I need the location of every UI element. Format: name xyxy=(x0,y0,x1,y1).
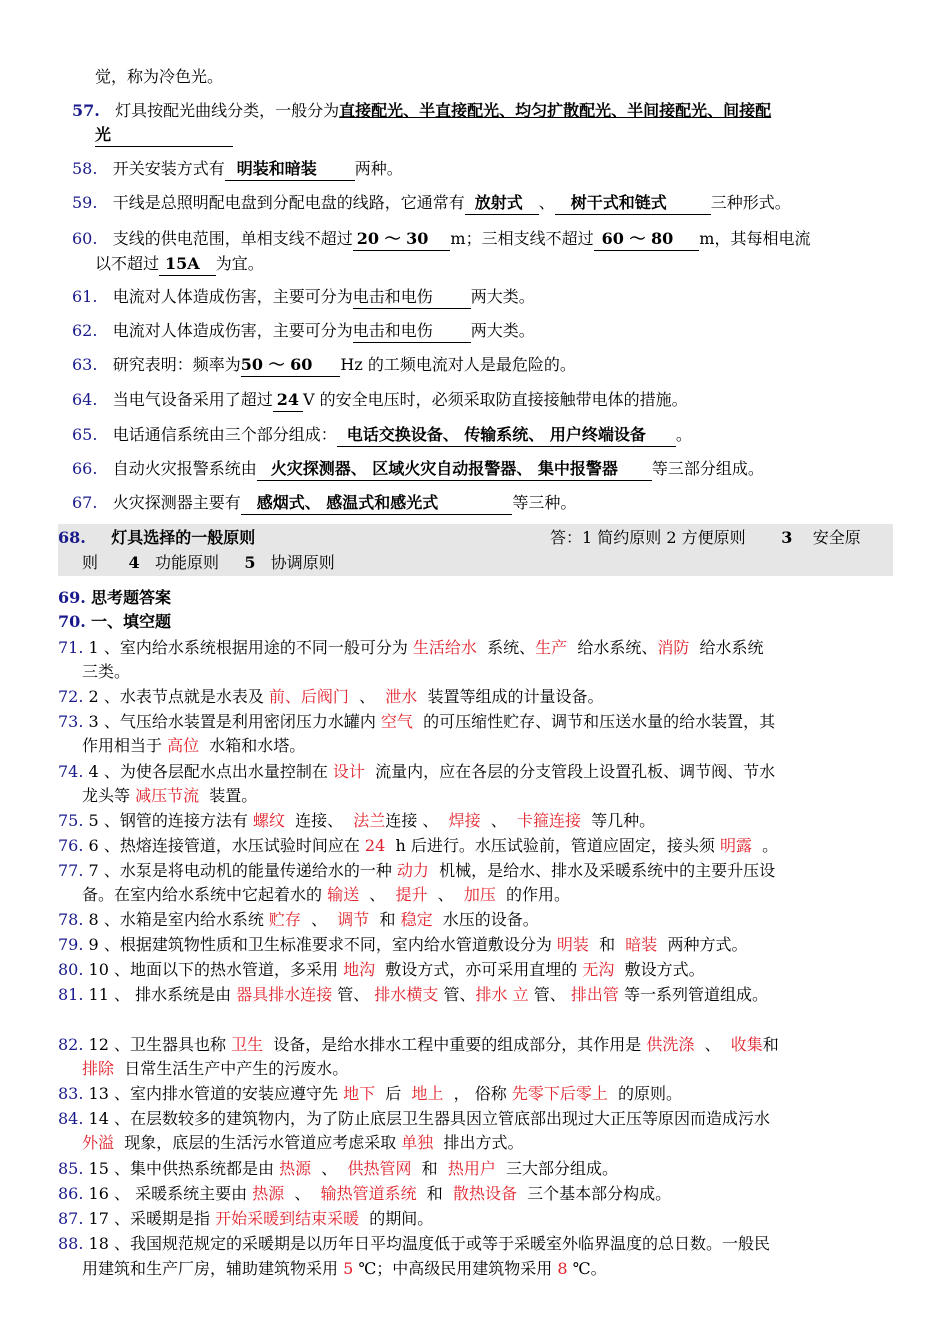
item-text: 的期间。 xyxy=(369,1209,434,1228)
answer-fill: 60 ～ 80 xyxy=(594,228,700,251)
answer-red: 螺纹 xyxy=(252,811,285,830)
answer-red: 前、后阀门 xyxy=(268,687,349,706)
item-text: 和 xyxy=(379,910,396,929)
answer-red: 排水横支 xyxy=(374,985,439,1004)
question-60-cont xyxy=(95,253,264,276)
item-72 xyxy=(58,686,604,708)
question-57-cont xyxy=(95,124,233,147)
item-text: 两种方式。 xyxy=(667,935,748,954)
answer-red: 生活给水 xyxy=(412,638,477,657)
item-text: 管、 xyxy=(337,985,370,1004)
question-62 xyxy=(72,320,535,343)
answer-red: 暗装 xyxy=(625,935,658,954)
question-text: 研究表明：频率为 xyxy=(112,355,241,374)
item-81 xyxy=(58,984,768,1006)
item-text: 和 xyxy=(762,1035,779,1054)
answer-red: 消防 xyxy=(657,638,690,657)
item-text: 18 、我国规范规定的采暖期是以历年日平均温度低于或等于采暖室外临界温度的总日数。一般民 xyxy=(88,1234,770,1253)
answer-red: 焊接 xyxy=(448,811,481,830)
answer-fill: 电击和电伤 xyxy=(353,286,471,309)
item-text: 、 xyxy=(321,1159,338,1178)
item-76 xyxy=(58,835,778,857)
question-text: m；三相支线不超过 xyxy=(450,229,594,248)
separator: 、 xyxy=(538,193,555,212)
item-75 xyxy=(58,810,655,832)
answer-fill: 感烟式、 感温式和感光式 xyxy=(241,492,513,515)
item-79 xyxy=(58,934,748,956)
answer-red: 动力 xyxy=(396,861,429,880)
item-text: 敷设方式。 xyxy=(624,960,705,979)
heading-text: 一、填空题 xyxy=(90,612,171,631)
item-74-cont xyxy=(82,785,257,807)
item-number: 74. xyxy=(58,762,84,781)
item-text: 管、 xyxy=(533,985,566,1004)
question-59 xyxy=(72,192,791,215)
question-number: 65. xyxy=(72,425,98,444)
item-text: 4 、为使各层配水点出水量控制在 xyxy=(88,762,328,781)
answer-red: 散热设备 xyxy=(452,1184,517,1203)
item-text: 日常生活生产中产生的污废水。 xyxy=(124,1059,349,1078)
question-text: 以不超过 xyxy=(95,254,160,273)
answer-red: 无沟 xyxy=(582,960,615,979)
answer-red: 贮存 xyxy=(268,910,301,929)
item-number: 80. xyxy=(58,960,84,979)
answer-red: 明露 xyxy=(719,836,752,855)
heading-70 xyxy=(58,611,171,633)
answer-red: 单独 xyxy=(401,1133,434,1152)
item-77 xyxy=(58,860,775,882)
answer-red: 供热管网 xyxy=(347,1159,412,1178)
answer-fill: 电话交换设备、 传输系统、 用户终端设备 xyxy=(337,424,676,447)
item-text: 、 xyxy=(437,885,454,904)
answer-red: 加压 xyxy=(463,885,496,904)
answer-text: 则 xyxy=(82,553,99,572)
answer-fill: 光 xyxy=(95,124,233,147)
question-title: 灯具选择的一般原则 xyxy=(111,528,256,547)
item-text: 3 、气压给水装置是利用密闭压力水罐内 xyxy=(88,712,376,731)
answer-text: 功能原则 xyxy=(154,553,219,572)
question-64 xyxy=(72,389,688,412)
item-number: 75. xyxy=(58,811,84,830)
item-82-cont xyxy=(82,1058,348,1080)
answer-red: 卡箍连接 xyxy=(516,811,581,830)
item-text: h 后进行。水压试验前，管道应固定，接头须 xyxy=(395,836,715,855)
question-number: 68. xyxy=(58,528,86,547)
heading-number: 70. xyxy=(58,612,86,631)
item-number: 87. xyxy=(58,1209,84,1228)
item-text: 等一系列管道组成。 xyxy=(623,985,768,1004)
question-number: 63. xyxy=(72,355,98,374)
item-77-cont xyxy=(82,884,570,906)
item-text: 给水系统 xyxy=(699,638,764,657)
answer-red: 地上 xyxy=(411,1084,444,1103)
item-text: 16 、 采暖系统主要由 xyxy=(88,1184,248,1203)
heading-number: 69. xyxy=(58,588,86,607)
question-text: 当电气设备采用了超过 xyxy=(112,390,273,409)
answer-red: 5 xyxy=(343,1259,354,1278)
question-61 xyxy=(72,286,535,309)
item-text: 6 、热熔连接管道，水压试验时间应在 xyxy=(88,836,360,855)
item-text: 1 、室内给水系统根据用途的不同一般可分为 xyxy=(88,638,408,657)
question-tail: 为宜。 xyxy=(215,254,264,273)
item-text: 17 、采暖期是指 xyxy=(88,1209,210,1228)
answer-red: 空气 xyxy=(380,712,413,731)
answer-red: 24 xyxy=(364,836,386,855)
answer-red: 设计 xyxy=(332,762,365,781)
heading-69 xyxy=(58,587,171,609)
question-text: 支线的供电范围，单相支线不超过 xyxy=(112,229,353,248)
item-text: 装置。 xyxy=(209,786,258,805)
question-tail: 。 xyxy=(675,425,692,444)
item-text: 15 、集中供热系统都是由 xyxy=(88,1159,274,1178)
answer-red: 热用户 xyxy=(447,1159,496,1178)
item-text: 水箱和水塔。 xyxy=(209,736,306,755)
item-text: 2 、水表节点就是水表及 xyxy=(88,687,264,706)
question-tail: 两种。 xyxy=(354,159,403,178)
item-number: 73. xyxy=(58,712,84,731)
item-text: 等几种。 xyxy=(591,811,656,830)
answer-red: 排水 立 xyxy=(475,985,529,1004)
item-text: 、 xyxy=(311,910,328,929)
question-number: 60. xyxy=(72,229,98,248)
answer-red: 外溢 xyxy=(82,1133,115,1152)
item-text: 装置等组成的计量设备。 xyxy=(427,687,604,706)
question-57 xyxy=(72,100,771,122)
item-87 xyxy=(58,1208,433,1230)
item-number: 78. xyxy=(58,910,84,929)
question-tail: 两大类。 xyxy=(470,287,535,306)
item-text: 的原则。 xyxy=(618,1084,683,1103)
question-60 xyxy=(72,228,810,251)
answer-fill: 20 ～ 30 xyxy=(353,228,451,251)
item-number: 71. xyxy=(58,638,84,657)
answer-red: 稳定 xyxy=(400,910,433,929)
question-number: 67. xyxy=(72,493,98,512)
item-number: 84. xyxy=(58,1109,84,1128)
item-text: 用建筑和生产厂房，辅助建筑物采用 xyxy=(82,1259,339,1278)
answer-red: 输热管道系统 xyxy=(320,1184,417,1203)
item-85 xyxy=(58,1158,618,1180)
question-tail: Hz 的工频电流对人是最危险的。 xyxy=(340,355,576,374)
answer-fill: 明装和暗装 xyxy=(225,158,355,181)
answer-red: 明装 xyxy=(556,935,589,954)
item-text: 10 、地面以下的热水管道，多采用 xyxy=(88,960,338,979)
item-text: 11 、 排水系统是由 xyxy=(88,985,232,1004)
item-88 xyxy=(58,1233,770,1255)
item-text: 排出方式。 xyxy=(443,1133,524,1152)
question-number: 57. xyxy=(72,101,100,120)
item-text: 敷设方式，亦可采用直埋的 xyxy=(385,960,578,979)
item-text: 、 xyxy=(369,885,386,904)
answer-fill: 直接配光、半直接配光、均匀扩散配光、半间接配光、间接配 xyxy=(339,101,772,120)
item-78 xyxy=(58,909,539,931)
item-text: 的可压缩性贮存、调节和压送水量的给水装置，其 xyxy=(423,712,776,731)
question-text: 灯具按配光曲线分类，一般分为 xyxy=(115,101,340,120)
q56-tail: 觉，称为冷色光。 xyxy=(95,67,224,86)
item-number: 85. xyxy=(58,1159,84,1178)
item-text: 三个基本部分构成。 xyxy=(527,1184,672,1203)
answer-fill: 电击和电伤 xyxy=(353,320,471,343)
answer-red: 排除 xyxy=(82,1059,115,1078)
question-text: 电话通信系统由三个部分组成： xyxy=(112,425,337,444)
question-text: 电流对人体造成伤害，主要可分为 xyxy=(112,287,353,306)
item-text: 和 xyxy=(421,1159,438,1178)
item-text: 水压的设备。 xyxy=(442,910,539,929)
answer-red: 地沟 xyxy=(343,960,376,979)
item-73-cont xyxy=(82,735,305,757)
item-text: 和 xyxy=(599,935,616,954)
item-84 xyxy=(58,1108,770,1130)
answer-red: 排出管 xyxy=(570,985,619,1004)
question-68 xyxy=(58,527,255,549)
item-83 xyxy=(58,1083,682,1105)
item-number: 82. xyxy=(58,1035,84,1054)
item-text: 三大部分组成。 xyxy=(506,1159,619,1178)
answer-fill: 24 xyxy=(273,389,303,412)
question-67 xyxy=(72,492,576,515)
question-68-answer-cont xyxy=(82,552,335,574)
item-71 xyxy=(58,637,764,659)
question-tail: 两大类。 xyxy=(470,321,535,340)
item-text: 现象，底层的生活污水管道应考虑采取 xyxy=(124,1133,397,1152)
item-text: 流量内，应在各层的分支管段上设置孔板、调节阀、节水 xyxy=(375,762,776,781)
answer-red: 输送 xyxy=(327,885,360,904)
item-text: ， 俗称 xyxy=(453,1084,507,1103)
question-tail: 等三种。 xyxy=(512,493,577,512)
item-80 xyxy=(58,959,705,981)
answer-number: 3 xyxy=(781,528,793,547)
item-text: 机械，是给水、排水及采暖系统中的主要升压设 xyxy=(439,861,776,880)
answer-red: 法兰 xyxy=(353,811,386,830)
answer-fill: 15A xyxy=(159,253,216,276)
item-number: 79. xyxy=(58,935,84,954)
item-text: 8 、水箱是室内给水系统 xyxy=(88,910,264,929)
answer-red: 泄水 xyxy=(385,687,418,706)
answer-red: 生产 xyxy=(535,638,568,657)
answer-red: 8 xyxy=(557,1259,568,1278)
item-number: 86. xyxy=(58,1184,84,1203)
question-tail: 三种形式。 xyxy=(710,193,791,212)
answer-red: 先零下后零上 xyxy=(511,1084,608,1103)
item-text: 龙头等 xyxy=(82,786,131,805)
answer-number: 5 xyxy=(244,553,256,572)
item-73 xyxy=(58,711,775,733)
item-text: 作用相当于 xyxy=(82,736,163,755)
question-text: 火灾探测器主要有 xyxy=(112,493,241,512)
item-88-cont xyxy=(82,1258,607,1280)
item-text: 9 、根据建筑物性质和卫生标准要求不同，室内给水管道敷设分为 xyxy=(88,935,552,954)
answer-red: 供洗涤 xyxy=(646,1035,695,1054)
answer-fill: 火灾探测器、 区域火灾自动报警器、 集中报警器 xyxy=(257,458,652,481)
answer-text: 协调原则 xyxy=(270,553,335,572)
item-text: 管、 xyxy=(443,985,476,1004)
item-text: 、 xyxy=(294,1184,311,1203)
question-66 xyxy=(72,458,764,481)
item-text: 的作用。 xyxy=(506,885,571,904)
item-text: 。 xyxy=(762,836,779,855)
answer-fill: 50 ～ 60 xyxy=(241,354,341,377)
answer-red: 收集 xyxy=(730,1035,763,1054)
answer-red: 提升 xyxy=(395,885,428,904)
item-82 xyxy=(58,1034,779,1056)
item-text: ℃；中高级民用建筑物采用 xyxy=(358,1259,553,1278)
item-text: 连接 、 xyxy=(385,811,439,830)
item-text: 给水系统、 xyxy=(577,638,658,657)
item-number: 83. xyxy=(58,1084,84,1103)
item-text: 、 xyxy=(704,1035,721,1054)
item-text: 连接、 xyxy=(295,811,344,830)
item-text: 、 xyxy=(359,687,376,706)
answer-red: 开始采暖到结束采暖 xyxy=(215,1209,360,1228)
question-text: 干线是总照明配电盘到分配电盘的线路，它通常有 xyxy=(112,193,465,212)
answer-red: 减压节流 xyxy=(135,786,200,805)
item-84-cont xyxy=(82,1132,524,1154)
item-71-cont: 三类。 xyxy=(82,662,131,681)
question-text: m，其每相电流 xyxy=(699,229,811,248)
question-text: 开关安装方式有 xyxy=(112,159,225,178)
question-text: 自动火灾报警系统由 xyxy=(112,459,257,478)
item-number: 77. xyxy=(58,861,84,880)
item-text: 12 、卫生器具也称 xyxy=(88,1035,226,1054)
question-58 xyxy=(72,158,403,181)
question-65 xyxy=(72,424,692,447)
question-number: 62. xyxy=(72,321,98,340)
question-tail: V 的安全电压时，必须采取防直接接触带电体的措施。 xyxy=(303,390,688,409)
heading-text: 思考题答案 xyxy=(90,588,171,607)
item-text: 后 xyxy=(385,1084,402,1103)
item-text: 5 、钢管的连接方法有 xyxy=(88,811,248,830)
answer-number: 4 xyxy=(128,553,140,572)
question-number: 66. xyxy=(72,459,98,478)
answer-text: 安全原 xyxy=(812,528,861,547)
item-number: 72. xyxy=(58,687,84,706)
question-text: 电流对人体造成伤害，主要可分为 xyxy=(112,321,353,340)
item-text: ℃。 xyxy=(572,1259,607,1278)
item-text: 7 、水泵是将电动机的能量传递给水的一种 xyxy=(88,861,392,880)
answer-red: 地下 xyxy=(343,1084,376,1103)
question-number: 64. xyxy=(72,390,98,409)
question-68-answer xyxy=(550,527,861,549)
item-text: 13 、室内排水管道的安装应遵守先 xyxy=(88,1084,338,1103)
item-number: 81. xyxy=(58,985,84,1004)
answer-red: 器具排水连接 xyxy=(236,985,333,1004)
answer-text: 答：1 简约原则 2 方便原则 xyxy=(550,528,746,547)
item-number: 88. xyxy=(58,1234,84,1253)
question-number: 61. xyxy=(72,287,98,306)
question-63 xyxy=(72,354,576,377)
item-74 xyxy=(58,761,775,783)
item-text: 设备，是给水排水工程中重要的组成部分，其作用是 xyxy=(273,1035,642,1054)
question-tail: 等三部分组成。 xyxy=(651,459,764,478)
answer-fill: 放射式 xyxy=(465,192,539,215)
answer-red: 卫生 xyxy=(231,1035,264,1054)
question-number: 59. xyxy=(72,193,98,212)
answer-red: 高位 xyxy=(167,736,200,755)
question-number: 58. xyxy=(72,159,98,178)
item-text: 14 、在层数较多的建筑物内，为了防止底层卫生器具因立管底部出现过大正压等原因而造成污水 xyxy=(88,1109,770,1128)
item-number: 76. xyxy=(58,836,84,855)
answer-red: 调节 xyxy=(337,910,370,929)
item-text: 、 xyxy=(490,811,507,830)
item-text: 系统、 xyxy=(487,638,536,657)
answer-red: 热源 xyxy=(252,1184,285,1203)
item-86 xyxy=(58,1183,671,1205)
answer-fill: 树干式和链式 xyxy=(555,192,711,215)
answer-red: 热源 xyxy=(279,1159,312,1178)
item-text: 备。在室内给水系统中它起着水的 xyxy=(82,885,323,904)
item-text: 和 xyxy=(426,1184,443,1203)
